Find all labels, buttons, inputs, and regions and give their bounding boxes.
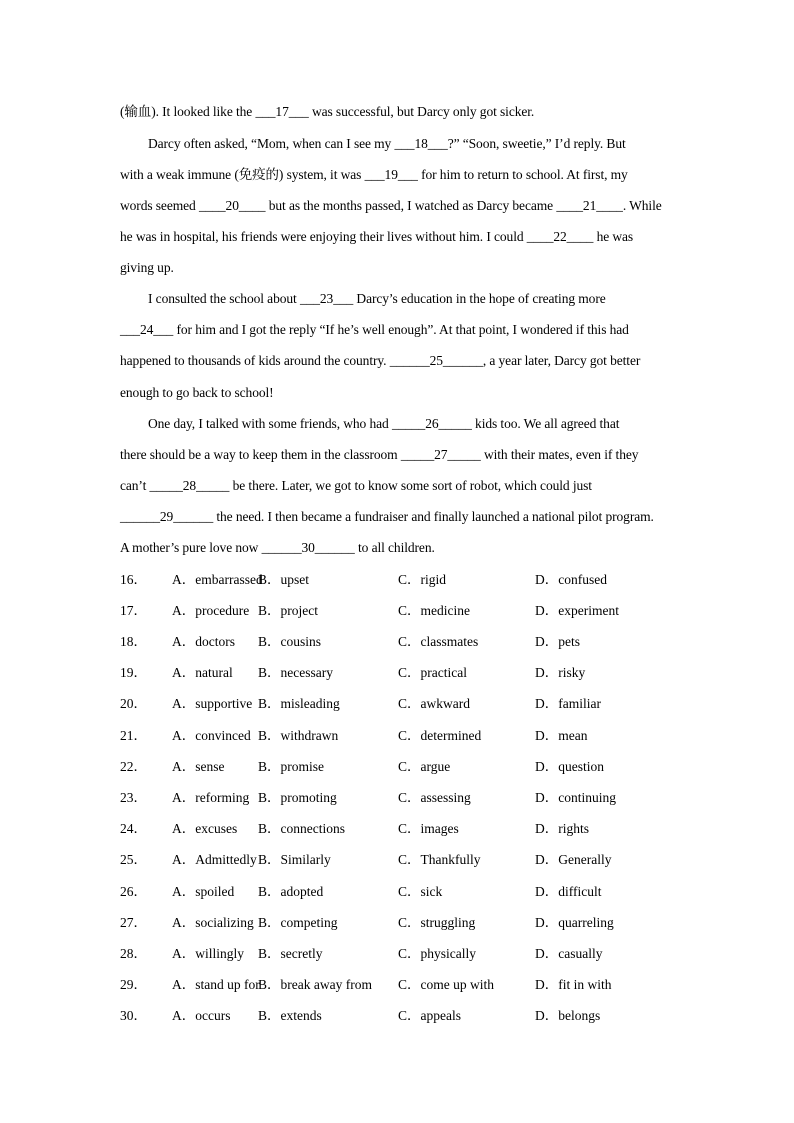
option-d[interactable]: D．difficult [535,884,602,899]
option-d[interactable]: D．fit in with [535,977,612,992]
question-number: 22． [120,759,147,774]
option-c[interactable]: C．appeals [398,1008,461,1023]
option-a[interactable]: A．Admittedly [172,852,257,867]
blank-number: _____28_____ [149,478,230,493]
option-a[interactable]: A．spoiled [172,884,235,899]
passage-text: can’t [120,478,150,493]
passage-text: to all children. [354,540,435,555]
passage-text: (输血). It looked like the [120,104,256,119]
blank-number: ____22____ [526,229,594,244]
option-c[interactable]: C．struggling [398,915,476,930]
question-number: 18． [120,634,147,649]
option-a[interactable]: A．willingly [172,946,245,961]
question-number: 29． [120,977,147,992]
option-a[interactable]: A．natural [172,665,233,680]
option-c[interactable]: C．rigid [398,572,447,587]
blank-number: ____20____ [198,198,266,213]
passage-text: words seemed [120,198,199,213]
passage-line [120,509,654,525]
passage-text: . While [622,198,662,213]
option-d[interactable]: D．Generally [535,852,612,867]
question-number: 20． [120,696,147,711]
question-number: 16． [120,572,147,587]
option-a[interactable]: A．supportive [172,696,253,711]
option-d[interactable]: D．risky [535,665,586,680]
question-number: 21． [120,728,147,743]
option-a[interactable]: A．reforming [172,790,250,805]
option-d[interactable]: D．belongs [535,1008,601,1023]
option-b[interactable]: B．break away from [258,977,372,992]
question-number: 23． [120,790,147,805]
passage-line [120,104,534,120]
option-b[interactable]: B．withdrawn [258,728,339,743]
question-row [120,603,680,619]
option-a[interactable]: A．socializing [172,915,254,930]
option-c[interactable]: C．medicine [398,603,470,618]
option-d[interactable]: D．mean [535,728,588,743]
option-b[interactable]: B．cousins [258,634,322,649]
passage-text: the need. I then became a fundraiser and finally launched a national pilot program. [213,509,654,524]
question-number: 25． [120,852,147,867]
passage-text: , a year later, Darcy got better [482,353,641,368]
passage-line [120,198,662,214]
blank-number: ____21____ [556,198,623,213]
passage-line [120,167,628,183]
question-number: 28． [120,946,147,961]
passage-text: giving up. [120,260,174,275]
passage-text: there should be a way to keep them in the classroom [120,447,401,462]
option-a[interactable]: A．stand up for [172,977,260,992]
option-b[interactable]: B．project [258,603,318,618]
option-c[interactable]: C．determined [398,728,482,743]
passage-text: he was [593,229,634,244]
passage-line [120,540,435,556]
blank-number: ______25______ [389,353,483,368]
passage-text: I consulted the school about [148,291,300,306]
option-c[interactable]: C．sick [398,884,443,899]
option-c[interactable]: C．assessing [398,790,471,805]
passage-text: One day, I talked with some friends, who had [148,416,392,431]
question-row [120,790,680,806]
option-b[interactable]: B．extends [258,1008,322,1023]
passage-line [120,229,633,245]
passage-text: he was in hospital, his friends were enjoying their lives without him. I could [120,229,527,244]
blank-number: ______30______ [261,540,355,555]
option-c[interactable]: C．Thankfully [398,852,481,867]
passage-line [148,136,626,152]
option-a[interactable]: A．excuses [172,821,238,836]
question-number: 17． [120,603,147,618]
passage-text: be there. Later, we got to know some sort of robot, which could just [229,478,592,493]
option-c[interactable]: C．awkward [398,696,470,711]
question-row [120,977,680,993]
option-b[interactable]: B．necessary [258,665,333,680]
passage-text: was successful, but Darcy only got sicker. [308,104,535,119]
passage-line [120,353,640,369]
option-d[interactable]: D．rights [535,821,589,836]
option-b[interactable]: B．promoting [258,790,337,805]
passage-text: Darcy’s education in the hope of creating more [353,291,606,306]
question-row [120,728,680,744]
passage-text: for him to return to school. At first, my [417,167,628,182]
question-number: 19． [120,665,147,680]
passage-line [120,322,629,338]
question-row [120,759,680,775]
passage-text: kids too. We all agreed that [471,416,620,431]
question-row [120,946,680,962]
option-d[interactable]: D．experiment [535,603,619,618]
option-a[interactable]: A．convinced [172,728,251,743]
question-row [120,884,680,900]
option-d[interactable]: D．continuing [535,790,616,805]
question-number: 26． [120,884,147,899]
blank-number: ___24___ [120,322,174,337]
passage-text: A mother’s pure love now [120,540,262,555]
option-d[interactable]: D．familiar [535,696,601,711]
question-row [120,634,680,650]
option-c[interactable]: C．classmates [398,634,479,649]
option-b[interactable]: B．Similarly [258,852,331,867]
blank-number: ______29______ [120,509,214,524]
blank-number: _____26_____ [391,416,472,431]
question-row [120,915,680,931]
question-row [120,665,680,681]
option-b[interactable]: B．upset [258,572,310,587]
passage-text: Darcy often asked, “Mom, when can I see my [148,136,395,151]
option-a[interactable]: A．embarrassed [172,572,263,587]
option-d[interactable]: D．question [535,759,604,774]
option-c[interactable]: C．practical [398,665,467,680]
passage-text: but as the months passed, I watched as Darcy became [265,198,557,213]
passage-line [120,478,592,494]
option-a[interactable]: A．occurs [172,1008,231,1023]
option-d[interactable]: D．pets [535,634,580,649]
blank-number: ___17___ [255,104,309,119]
option-c[interactable]: C．come up with [398,977,494,992]
option-d[interactable]: D．confused [535,572,607,587]
blank-number: ___18___ [394,136,448,151]
question-row [120,1008,680,1024]
option-a[interactable]: A．doctors [172,634,235,649]
option-b[interactable]: B．promise [258,759,324,774]
option-c[interactable]: C．argue [398,759,451,774]
blank-number: ___19___ [364,167,418,182]
passage-text: with a weak immune (免疫的) system, it was [120,167,365,182]
option-c[interactable]: C．physically [398,946,476,961]
question-row [120,572,680,588]
option-d[interactable]: D．casually [535,946,603,961]
passage-text: ?” “Soon, sweetie,” I’d reply. But [447,136,626,151]
blank-number: ___23___ [299,291,354,306]
passage-line [148,416,619,432]
passage-text: with their mates, even if they [480,447,639,462]
passage-text: enough to go back to school! [120,385,274,400]
question-number: 27． [120,915,147,930]
passage-line [148,291,606,307]
passage-line [120,260,174,276]
question-row [120,821,680,837]
option-a[interactable]: A．procedure [172,603,250,618]
blank-number: _____27_____ [400,447,481,462]
option-b[interactable]: B．competing [258,915,338,930]
question-number: 24． [120,821,147,836]
option-c[interactable]: C．images [398,821,459,836]
option-b[interactable]: B．secretly [258,946,323,961]
passage-text: happened to thousands of kids around the country. [120,353,390,368]
option-b[interactable]: B．misleading [258,696,340,711]
question-row [120,696,680,712]
question-row [120,852,680,868]
passage-text: for him and I got the reply “If he’s well enough”. At that point, I wondered if this had [173,322,629,337]
passage-line [120,447,638,463]
option-a[interactable]: A．sense [172,759,225,774]
passage-line [120,385,274,401]
option-b[interactable]: B．adopted [258,884,324,899]
option-d[interactable]: D．quarreling [535,915,614,930]
option-b[interactable]: B．connections [258,821,345,836]
question-number: 30． [120,1008,147,1023]
